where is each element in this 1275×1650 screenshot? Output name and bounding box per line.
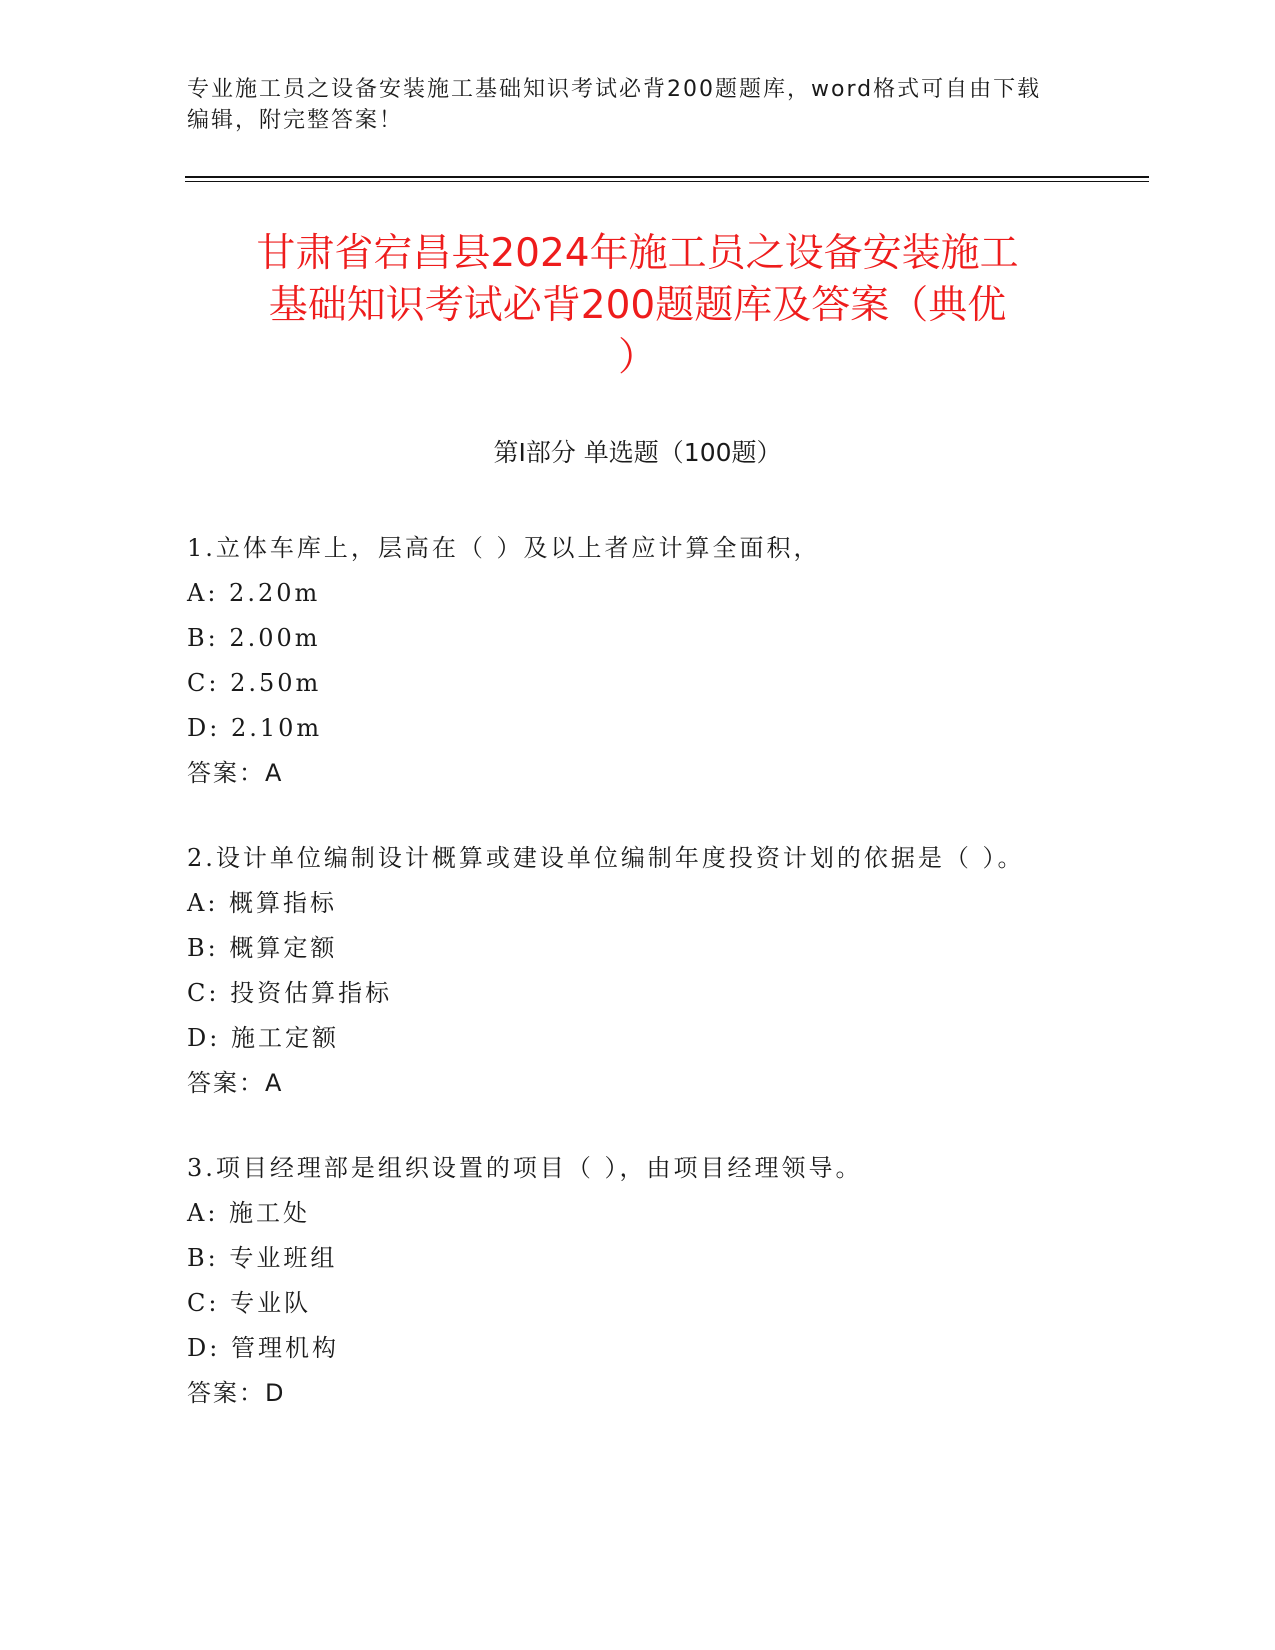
answer: 答案：A	[187, 1069, 284, 1097]
question-3	[187, 1146, 1077, 1416]
option-c: C: 投资估算指标	[187, 979, 393, 1007]
header-note-line-2: 编辑，附完整答案！	[187, 108, 404, 133]
option-d: D: 2.10m	[187, 714, 323, 742]
header-divider-thin	[185, 181, 1149, 182]
option-a: A: 概算指标	[187, 889, 338, 917]
question-stem: 1.立体车库上，层高在（ ）及以上者应计算全面积，	[187, 534, 821, 562]
question-1	[187, 526, 1077, 796]
option-b: B: 2.00m	[187, 624, 321, 652]
option-c: C: 专业队	[187, 1289, 312, 1317]
title-line-2: 基础知识考试必背200题题库及答案（典优	[268, 283, 1007, 328]
option-a: A: 施工处	[187, 1199, 311, 1227]
option-b: B: 专业班组	[187, 1244, 338, 1272]
document-title	[185, 228, 1090, 384]
answer: 答案：A	[187, 759, 284, 787]
document-header-note	[187, 74, 1087, 136]
section-heading: 第I部分 单选题（100题）	[493, 438, 782, 467]
option-a: A: 2.20m	[187, 579, 321, 607]
title-line-3: ）	[617, 335, 657, 380]
question-stem: 3.项目经理部是组织设置的项目（ ），由项目经理领导。	[187, 1154, 863, 1182]
option-b: B: 概算定额	[187, 934, 338, 962]
option-d: D: 施工定额	[187, 1024, 339, 1052]
option-c: C: 2.50m	[187, 669, 322, 697]
question-stem: 2.设计单位编制设计概算或建设单位编制年度投资计划的依据是（ ）。	[187, 844, 1025, 872]
title-line-1: 甘肃省宕昌县2024年施工员之设备安装施工	[256, 231, 1019, 276]
question-list	[187, 526, 1077, 1456]
question-2	[187, 836, 1077, 1106]
header-divider-thick	[185, 176, 1149, 178]
header-note-line-1: 专业施工员之设备安装施工基础知识考试必背200题题库，word格式可自由下载	[187, 77, 1042, 102]
option-d: D: 管理机构	[187, 1334, 339, 1362]
answer: 答案：D	[187, 1379, 286, 1407]
